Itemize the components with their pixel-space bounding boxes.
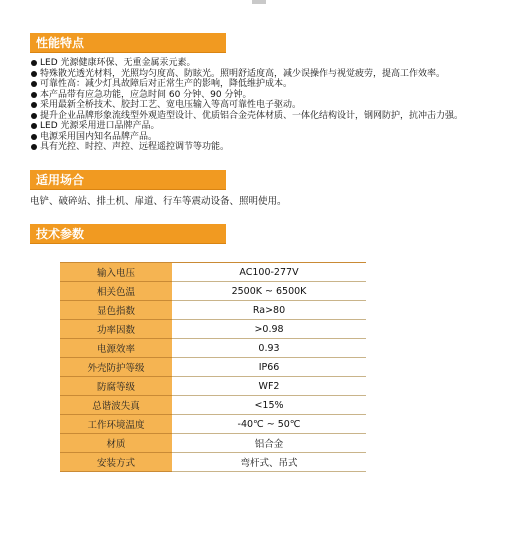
feature-item: LED 光源采用进口品牌产品。 [30,121,500,132]
param-value-cell: AC100-277V [172,263,366,282]
section-title-parameters: 技术参数 [30,224,226,244]
table-row [60,377,366,396]
parameters-table [60,262,366,472]
top-divider-mark [252,0,266,4]
param-value-cell: Ra>80 [172,301,366,320]
param-name-cell: 电源效率 [60,339,172,358]
param-name-cell: 防腐等级 [60,377,172,396]
table-row [60,396,366,415]
section-title-features: 性能特点 [30,33,226,53]
param-name-cell: 功率因数 [60,320,172,339]
table-row [60,415,366,434]
table-row [60,301,366,320]
param-name-cell: 外壳防护等级 [60,358,172,377]
table-row [60,282,366,301]
feature-item: 特殊散光透光材料，光照均匀度高、防眩光。照明舒适度高，减少误操作与视觉疲劳，提高工作效率。 [30,69,500,80]
table-row [60,339,366,358]
table-row [60,263,366,282]
applications-text: 电铲、破碎站、排土机、扉道、行车等震动设备、照明使用。 [30,196,287,207]
param-name-cell: 输入电压 [60,263,172,282]
param-value-cell: 2500K ~ 6500K [172,282,366,301]
param-name-cell: 安装方式 [60,453,172,472]
feature-item: 具有光控、时控、声控、远程遥控调节等功能。 [30,142,500,153]
feature-item: 提升企业品牌形象流线型外观造型设计、优质铝合金壳体材质、一体化结构设计，钢网防护，抗冲击力强。 [30,111,500,122]
param-value-cell: 弯杆式、吊式 [172,453,366,472]
table-row [60,434,366,453]
param-name-cell: 相关色温 [60,282,172,301]
param-value-cell: -40℃ ~ 50℃ [172,415,366,434]
param-name-cell: 工作环境温度 [60,415,172,434]
table-row [60,320,366,339]
param-name-cell: 总谐波失真 [60,396,172,415]
param-value-cell: 0.93 [172,339,366,358]
param-name-cell: 显色指数 [60,301,172,320]
table-row [60,358,366,377]
param-value-cell: IP66 [172,358,366,377]
param-value-cell: WF2 [172,377,366,396]
section-title-applications: 适用场合 [30,170,226,190]
param-value-cell: <15% [172,396,366,415]
param-value-cell: 铝合金 [172,434,366,453]
feature-item: 电源采用国内知名品牌产品。 [30,132,500,143]
feature-item: 可靠性高：减少灯具故障后对正常生产的影响，降低维护成本。 [30,79,500,90]
feature-item: LED 光源健康环保、无重金属汞元素。 [30,58,500,69]
param-name-cell: 材质 [60,434,172,453]
param-value-cell: >0.98 [172,320,366,339]
table-row [60,453,366,472]
feature-item: 本产品带有应急功能，应急时间 60 分钟、90 分钟。 [30,90,500,101]
features-list [30,58,500,153]
feature-item: 采用最新全桥技术、胶封工艺、宽电压输入等高可靠性电子驱动。 [30,100,500,111]
